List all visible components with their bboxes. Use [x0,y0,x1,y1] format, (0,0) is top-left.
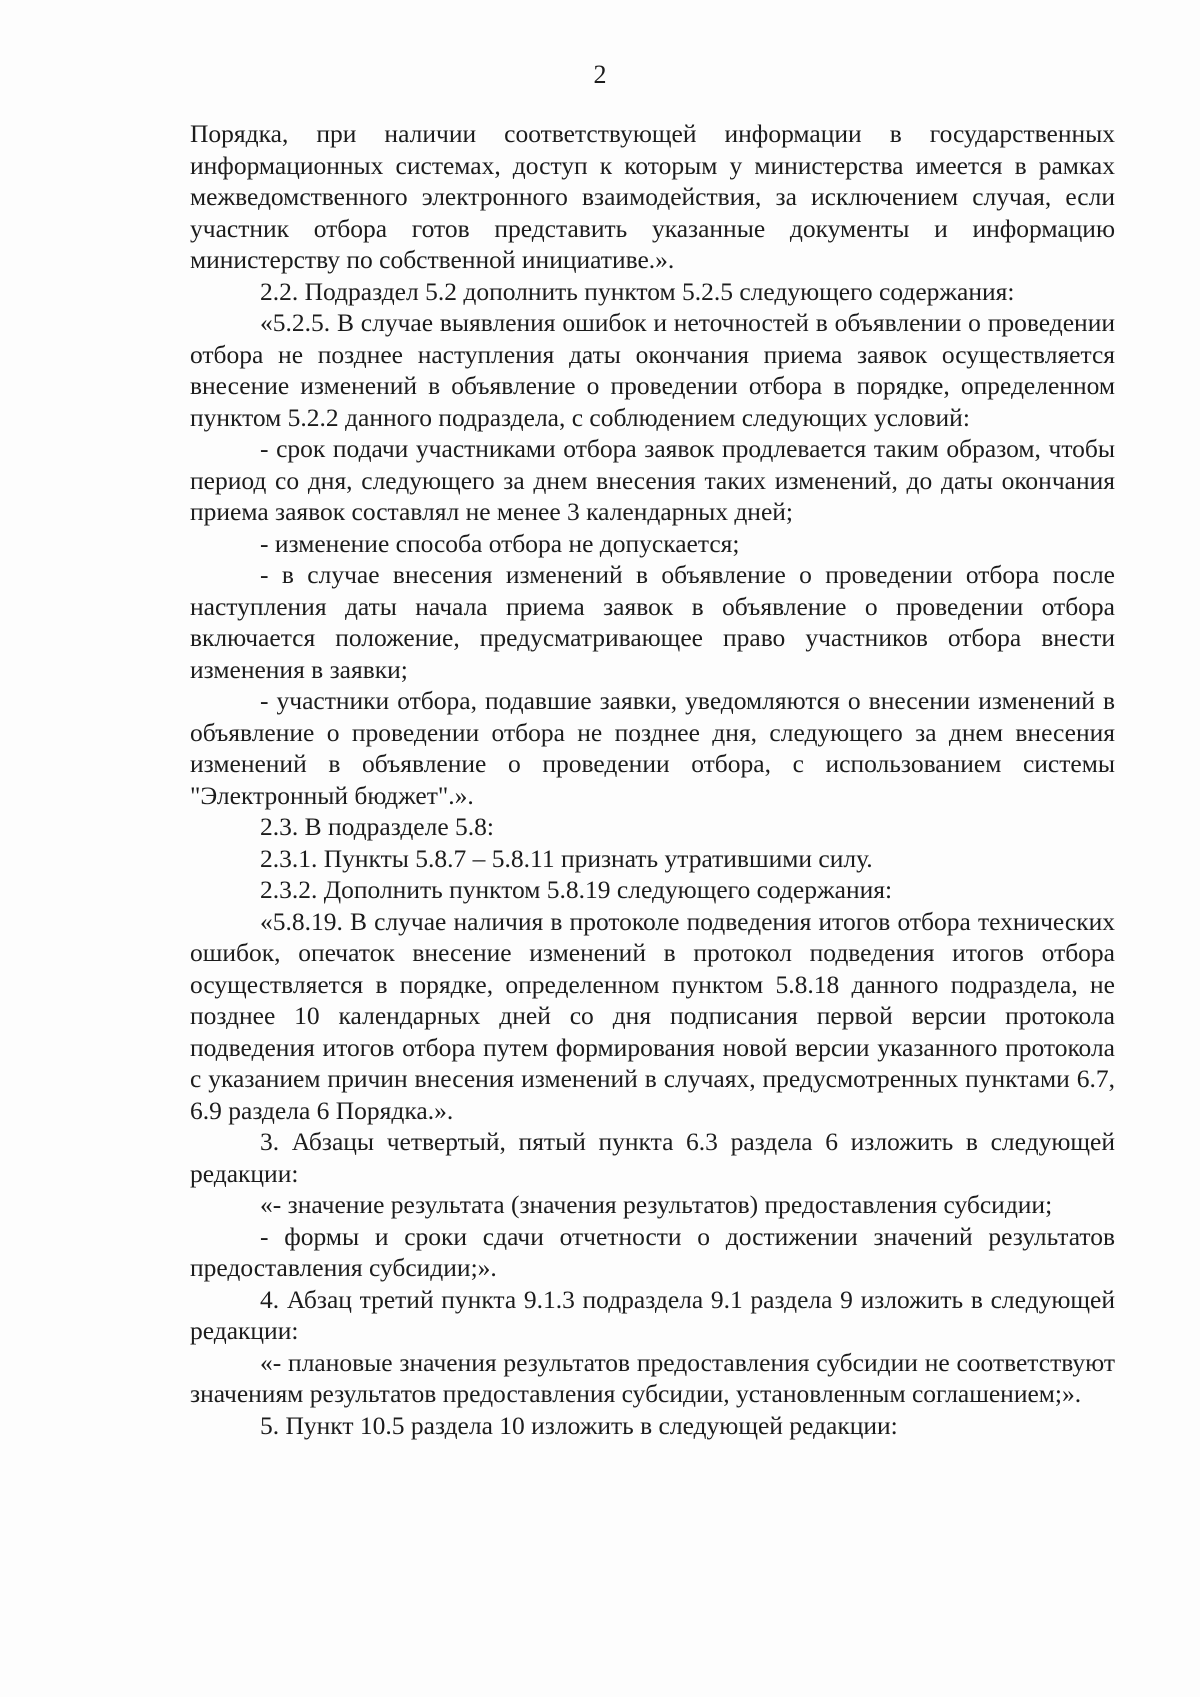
page-number: 2 [593,60,607,89]
paragraph: «- значение результата (значения результатов) предоставления субсидии; [260,1190,1053,1219]
paragraph: «5.8.19. В случае наличия в протоколе подведения итогов отбора технических ошибок, опечаток внесение изменений в протокол подведения итогов отбора осуществляется в порядке, определенном пунктом 5.8.18 данного подраздела, не позднее 10 календарных дней со дня подписания первой версии протокола подведения итогов отбора путем формирования новой версии указанного протокола с указанием причин внесения изменений в случаях, предусмотренных пунктами 6.7, 6.9 раздела 6 Порядка.». [190,906,1115,1125]
paragraph: 4. Абзац третий пункта 9.1.3 подраздела 9.1 раздела 9 изложить в следующей редакции: [190,1284,1115,1345]
paragraph: - срок подачи участниками отбора заявок продлевается таким образом, чтобы период со дня, следующего за днем внесения таких изменений, до даты окончания приема заявок составлял не менее 3 календарных дней; [190,434,1115,526]
paragraph: «- плановые значения результатов предоставления субсидии не соответствуют значениям результатов предоставления субсидии, установленным соглашением;». [190,1347,1115,1408]
paragraph: Порядка, при наличии соответствующей информации в государственных информационных системах, доступ к которым у министерства имеется в рамках межведомственного электронного взаимодействия, за исключением случая, если участник отбора готов представить указанные документы и информацию министерству по собственной инициативе.». [190,119,1115,274]
paragraph: 2.3.1. Пункты 5.8.7 – 5.8.11 признать утратившими силу. [260,843,873,873]
paragraph: 2.3. В подразделе 5.8: [260,812,494,841]
paragraph: - формы и сроки сдачи отчетности о достижении значений результатов предоставления субсидии;». [190,1221,1115,1282]
paragraph: 3. Абзацы четвертый, пятый пункта 6.3 раздела 6 изложить в следующей редакции: [190,1127,1115,1188]
paragraph: - участники отбора, подавшие заявки, уведомляются о внесении изменений в объявление о проведении отбора не позднее дня, следующего за днем внесения изменений в объявление о проведении отбора, с использованием системы "Электронный бюджет".». [190,686,1115,810]
paragraph: - в случае внесения изменений в объявление о проведении отбора после наступления даты начала приема заявок в объявление о проведении отбора включается положение, предусматривающее право участников отбора внести изменения в заявки; [190,560,1115,684]
paragraph: «5.2.5. В случае выявления ошибок и неточностей в объявлении о проведении отбора не позднее наступления даты окончания приема заявок осуществляется внесение изменений в объявление о проведении отбора в порядке, определенном пунктом 5.2.2 данного подраздела, с соблюдением следующих условий: [190,308,1115,432]
paragraph: 5. Пункт 10.5 раздела 10 изложить в следующей редакции: [260,1410,898,1440]
paragraph: - изменение способа отбора не допускается; [260,528,740,558]
paragraph: 2.2. Подраздел 5.2 дополнить пунктом 5.2.5 следующего содержания: [260,276,1015,306]
document-body [190,118,1115,1441]
paragraph: 2.3.2. Дополнить пунктом 5.8.19 следующего содержания: [260,875,893,904]
